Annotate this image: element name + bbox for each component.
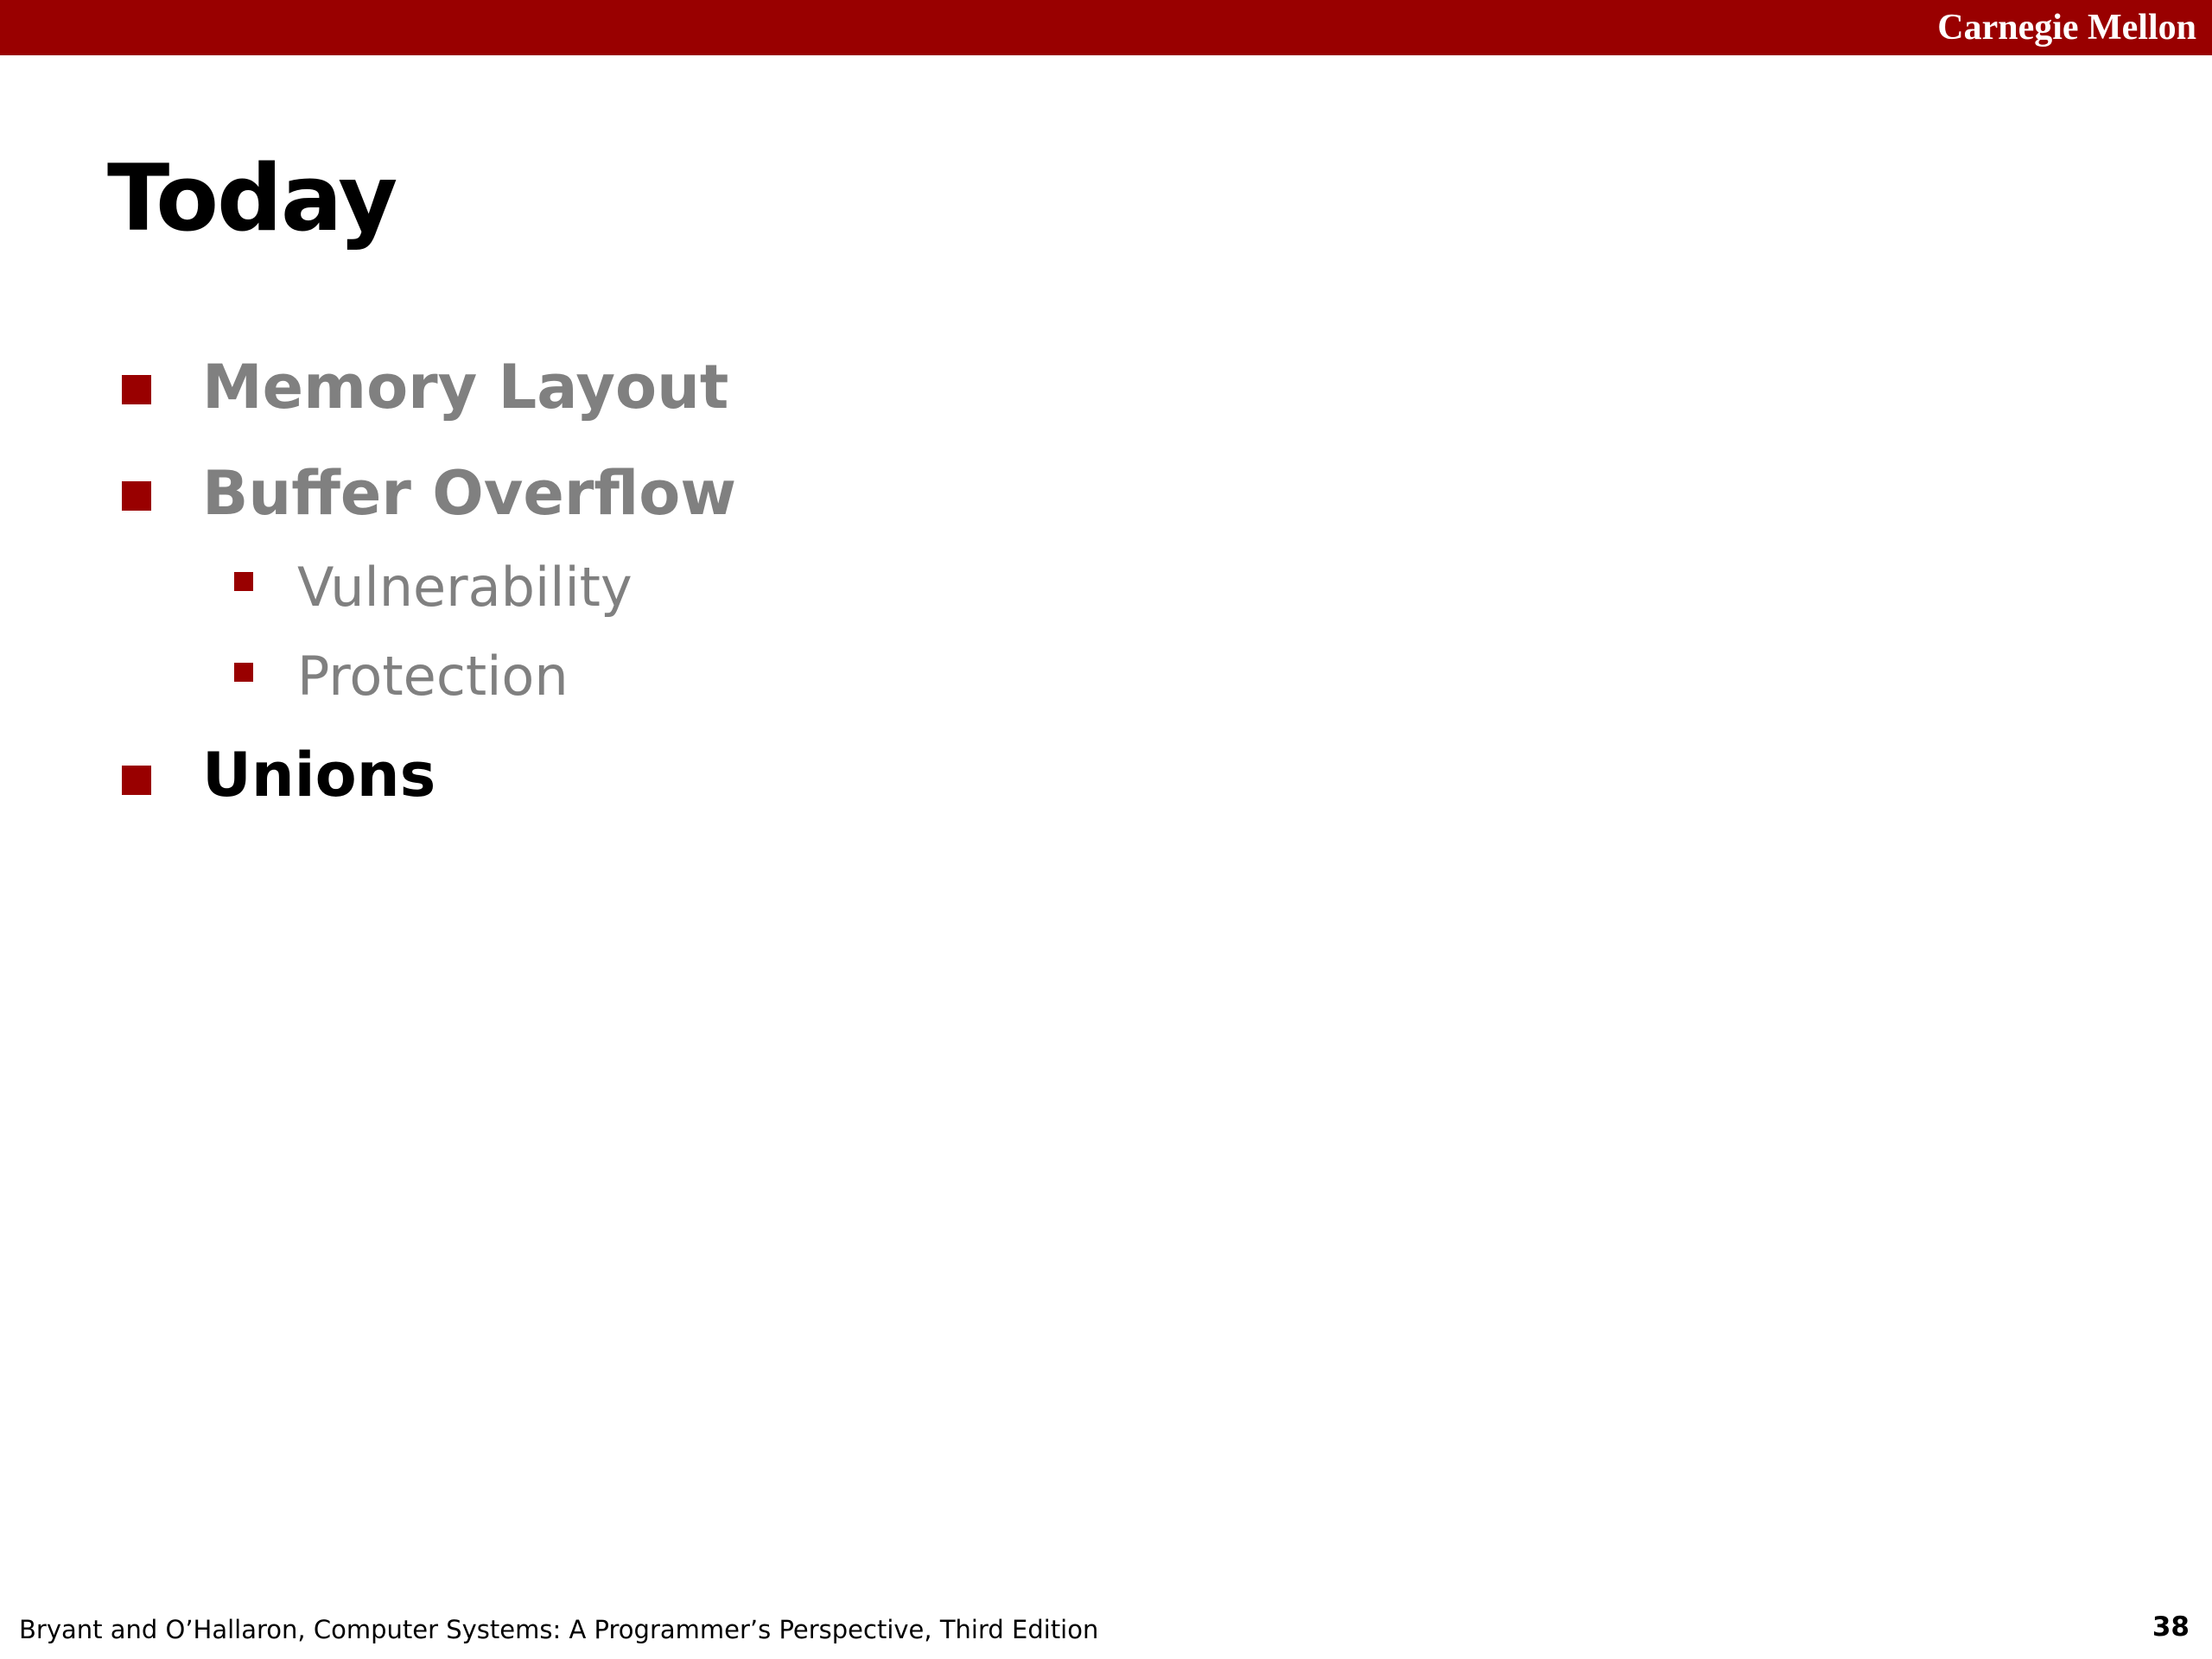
square-bullet-icon xyxy=(122,375,151,404)
agenda-subitem-label: Protection xyxy=(297,645,569,708)
agenda-item-label: Buffer Overflow xyxy=(202,458,737,529)
agenda-subitem-label: Vulnerability xyxy=(297,556,632,619)
brand-logo-text: Carnegie Mellon xyxy=(1937,8,2196,48)
square-bullet-icon xyxy=(234,663,253,682)
page-number: 38 xyxy=(2152,1611,2190,1643)
square-bullet-icon xyxy=(122,766,151,795)
agenda-item-label: Memory Layout xyxy=(202,352,729,423)
footer-citation: Bryant and O’Hallaron, Computer Systems: A Programmer’s Perspective, Third Edition xyxy=(19,1615,1099,1644)
square-bullet-icon xyxy=(122,481,151,511)
slide-title: Today xyxy=(107,145,397,251)
square-bullet-icon xyxy=(234,572,253,591)
agenda-item-label: Unions xyxy=(202,740,436,810)
